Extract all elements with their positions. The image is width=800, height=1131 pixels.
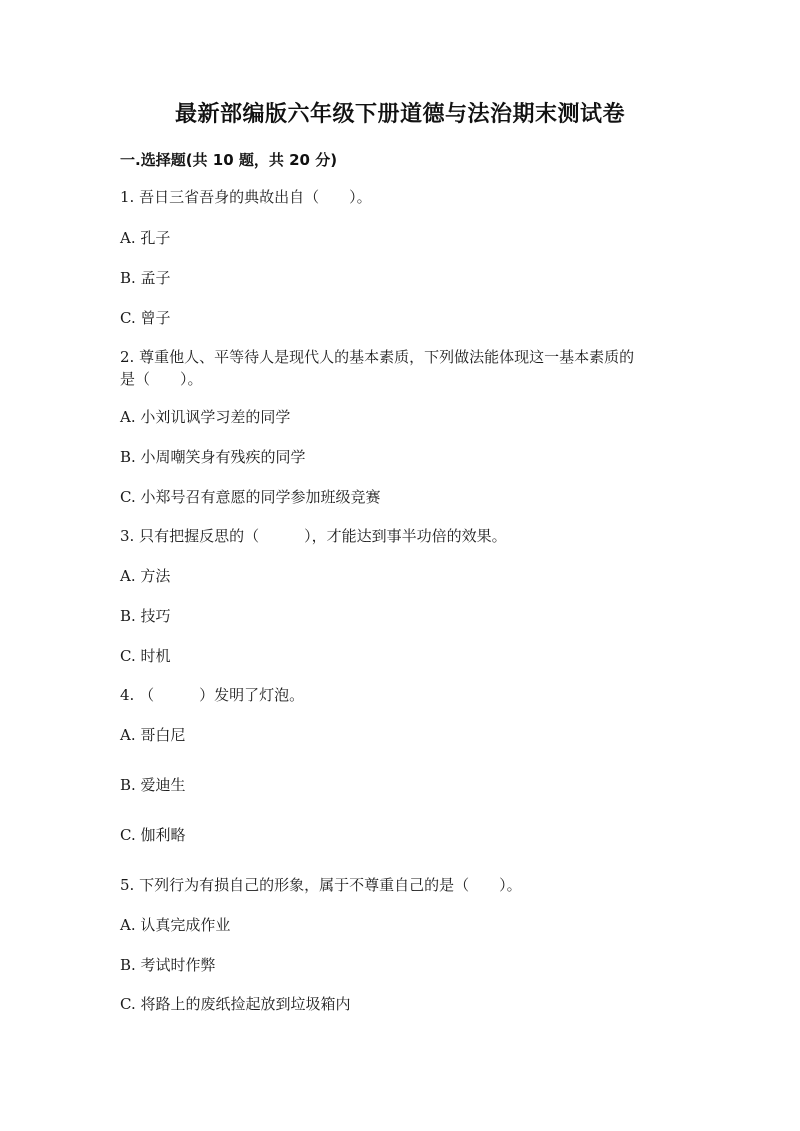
question-1-stem: 1. 吾日三省吾身的典故出自（ ）。 [120,188,372,206]
question-5-option-b: B. 考试时作弊 [120,956,216,974]
question-2-option-c: C. 小郑号召有意愿的同学参加班级竞赛 [120,488,381,506]
question-5-option-a: A. 认真完成作业 [120,916,231,934]
question-5-stem: 5. 下列行为有损自己的形象，属于不尊重自己的是（ ）。 [120,876,522,894]
question-2-option-b: B. 小周嘲笑身有残疾的同学 [120,448,306,466]
question-3-option-a: A. 方法 [120,567,171,585]
question-2-stem-line-1: 2. 尊重他人、平等待人是现代人的基本素质，下列做法能体现这一基本素质的 [120,348,635,366]
question-1-option-b: B. 孟子 [120,269,171,287]
question-1-option-a: A. 孔子 [120,229,171,247]
page-title: 最新部编版六年级下册道德与法治期末测试卷 [174,102,625,127]
question-5-option-c: C. 将路上的废纸捡起放到垃圾箱内 [120,995,351,1013]
question-4-option-a: A. 哥白尼 [120,726,186,744]
question-1-option-c: C. 曾子 [120,309,171,327]
question-4-option-c: C. 伽利略 [120,826,186,844]
question-2-stem-line-2: 是（ ）。 [120,370,203,388]
question-2-option-a: A. 小刘讥讽学习差的同学 [120,408,291,426]
section-heading: 一.选择题(共 10 题，共 20 分) [120,151,338,169]
question-3-option-c: C. 时机 [120,647,171,665]
question-3-option-b: B. 技巧 [120,607,171,625]
question-4-option-b: B. 爱迪生 [120,776,186,794]
question-3-stem: 3. 只有把握反思的（ ），才能达到事半功倍的效果。 [120,527,507,545]
question-4-stem: 4. （ ）发明了灯泡。 [120,686,305,704]
